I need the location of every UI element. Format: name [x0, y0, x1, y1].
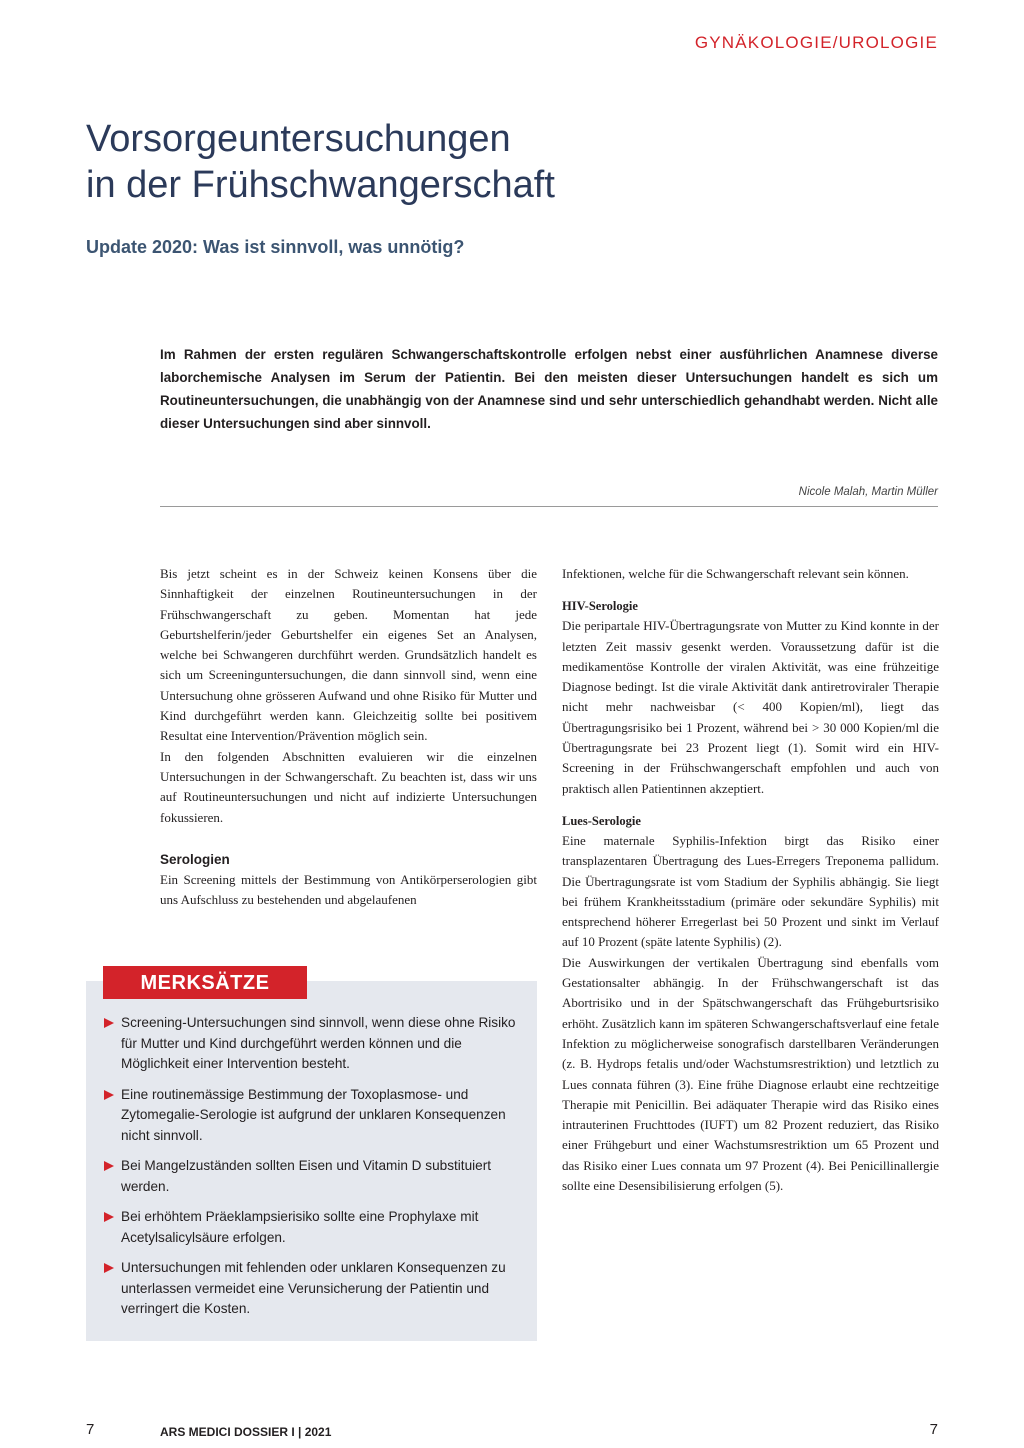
lead-paragraph: Im Rahmen der ersten regulären Schwangerschaftskontrolle erfolgen nebst einer ausführlichen Anamnese diverse laborchemische Analysen im Serum der Patientin. Bei den meisten dieser Untersuchungen handelt es sich um Routineuntersuchungen, die unabhängig von der Anamnese sind und sehr unterschiedlich gehandhabt werden. Nicht alle dieser Untersuchungen sind aber sinnvoll. [160, 347, 938, 431]
lues-paragraph-2: Die Auswirkungen der vertikalen Übertragung sind ebenfalls vom Gestationsalter abhängig. In der Frühschwangerschaft ist das Abortrisiko und in der Spätschwangerschaft das Frühgeburtsrisiko erhöht. Zusätzlich kann im späteren Schwangerschaftsverlauf eine fetale Infektion zu möglicherweise sonografisch darstellbaren Veränderungen (z. B. Hydrops fetalis und/oder Wachstumsrestriktion) und letztlich zu Lues connata führen (3). Eine frühe Diagnose erlaubt eine rechtzeitige Therapie mit Penicillin. Bei adäquater Therapie wird das Risiko eines intrauterinen Fruchttodes (IUFT) um 82 Prozent reduziert, das Risiko einer Frühgeburt und einer Wachstumsrestriktion um 65 Prozent und das Risiko einer Lues connata um 97 Prozent (4). Bei Penicillinallergie sollte eine Desensibilisierung erfolgen (5). [562, 954, 939, 1194]
subheading-lues: Lues-Serologie [562, 813, 641, 828]
list-item-text: Bei erhöhtem Präeklampsierisiko sollte eine Prophylaxe mit Acetylsalicylsäure erfolgen. [121, 1209, 479, 1245]
page-number-right: 7 [929, 1421, 938, 1438]
triangle-bullet-icon [104, 1263, 114, 1273]
hiv-paragraph: Die peripartale HIV-Übertragungsrate von Mutter zu Kind konnte in der letzten Zeit massiv gesenkt werden. Voraussetzung dafür ist die medikamentöse Kontrolle der viralen Aktivität, was eine frühzeitige Diagnose bedingt. Ist die virale Aktivität dank antiretroviraler Therapie nicht mehr nachweisbar (< 400 Kopien/ml), liegt das Übertragungsrisiko bei 1 Prozent, während bei > 30 000 Kopien/ml die Übertragungsrate bei 23 Prozent liegt (1). Somit wird ein HIV-Screening in der Frühschwangerschaft empfohlen und auch von praktisch allen Patientinnen akzeptiert. [562, 618, 939, 796]
triangle-bullet-icon [104, 1018, 114, 1028]
list-item-text: Bei Mangelzuständen sollten Eisen und Vitamin D substituiert werden. [121, 1158, 492, 1194]
page-number-left: 7 [86, 1421, 95, 1438]
article-title [86, 116, 886, 208]
journal-name: ARS MEDICI DOSSIER I | 2021 [160, 1425, 332, 1439]
list-item-text: Untersuchungen mit fehlenden oder unklaren Konsequenzen zu unterlassen vermeidet eine Verunsicherung der Patientin und verringert die Kosten. [121, 1260, 506, 1316]
serologien-paragraph: Ein Screening mittels der Bestimmung von Antikörperserologien gibt uns Aufschluss zu bestehenden und abgelaufenen [160, 871, 537, 908]
merksaetze-title: MERKSÄTZE [103, 966, 307, 999]
continued-paragraph: Infektionen, welche für die Schwangerschaft relevant sein können. [562, 566, 909, 581]
subheading-hiv: HIV-Serologie [562, 599, 638, 614]
title-line-2: in der Frühschwangerschaft [86, 164, 555, 206]
authors: Nicole Malah, Martin Müller [798, 486, 938, 498]
section-heading-serologien: Serologien [160, 851, 230, 867]
lues-paragraph-1: Eine maternale Syphilis-Infektion birgt das Risiko einer transplazentaren Übertragung des Lues-Erregers Treponema pallidum. Die Übertragungsrate ist vom Stadium der Syphilis abhängig. Sie liegt bei frühem Krankheitsstadium (primäre oder sekundäre Syphilis) mit entsprechend höherer Erregerlast bei 50 Prozent und sinkt im Verlauf auf 10 Prozent (späte latente Syphilis) (2). [562, 832, 939, 950]
triangle-bullet-icon [104, 1161, 114, 1171]
merksaetze-box [86, 981, 537, 1341]
list-item [104, 1085, 524, 1147]
triangle-bullet-icon [104, 1090, 114, 1100]
triangle-bullet-icon [104, 1212, 114, 1222]
right-column [562, 564, 939, 1196]
divider [160, 506, 938, 507]
list-item [104, 1258, 524, 1320]
section-label: GYNÄKOLOGIE/UROLOGIE [694, 33, 938, 52]
left-column [160, 564, 537, 910]
list-item-text: Screening-Untersuchungen sind sinnvoll, wenn diese ohne Risiko für Mutter und Kind durchgeführt werden können und die Möglichkeit einer Intervention besteht. [121, 1015, 516, 1071]
merksaetze-list [104, 1013, 524, 1330]
list-item-text: Eine routinemässige Bestimmung der Toxoplasmose- und Zytomegalie-Serologie ist aufgrund der unklaren Konsequenzen nicht sinnvoll. [121, 1086, 506, 1143]
intro-paragraph-2: In den folgenden Abschnitten evaluieren wir die einzelnen Untersuchungen in der Schwangerschaft. Zu beachten ist, dass wir uns auf Routineuntersuchungen und nicht auf indizierte Untersuchungen fokussieren. [160, 748, 537, 825]
list-item [104, 1207, 524, 1248]
list-item [104, 1156, 524, 1197]
list-item [104, 1013, 524, 1075]
title-line-1: Vorsorgeuntersuchungen [86, 118, 511, 160]
intro-paragraph-1: Bis jetzt scheint es in der Schweiz keinen Konsens über die Sinnhaftigkeit der einzelnen Routineuntersuchungen in der Frühschwangerschaft zu geben. Momentan hat jede Geburtshelferin/jeder Geburtshelfer ein eigenes Set an Analysen, welche bei Schwangeren durchführt werden. Grundsätzlich handelt es sich um Screeninguntersuchungen, die dann sinnvoll sind, wenn eine Untersuchung ohne grösseren Aufwand und ohne Risiko für Mutter und Kind durchgeführt werden kann. Gleichzeitig sollte bei positivem Resultat eine Intervention/Prävention möglich sein. [160, 566, 537, 744]
article-subtitle: Update 2020: Was ist sinnvoll, was unnötig? [86, 237, 465, 257]
